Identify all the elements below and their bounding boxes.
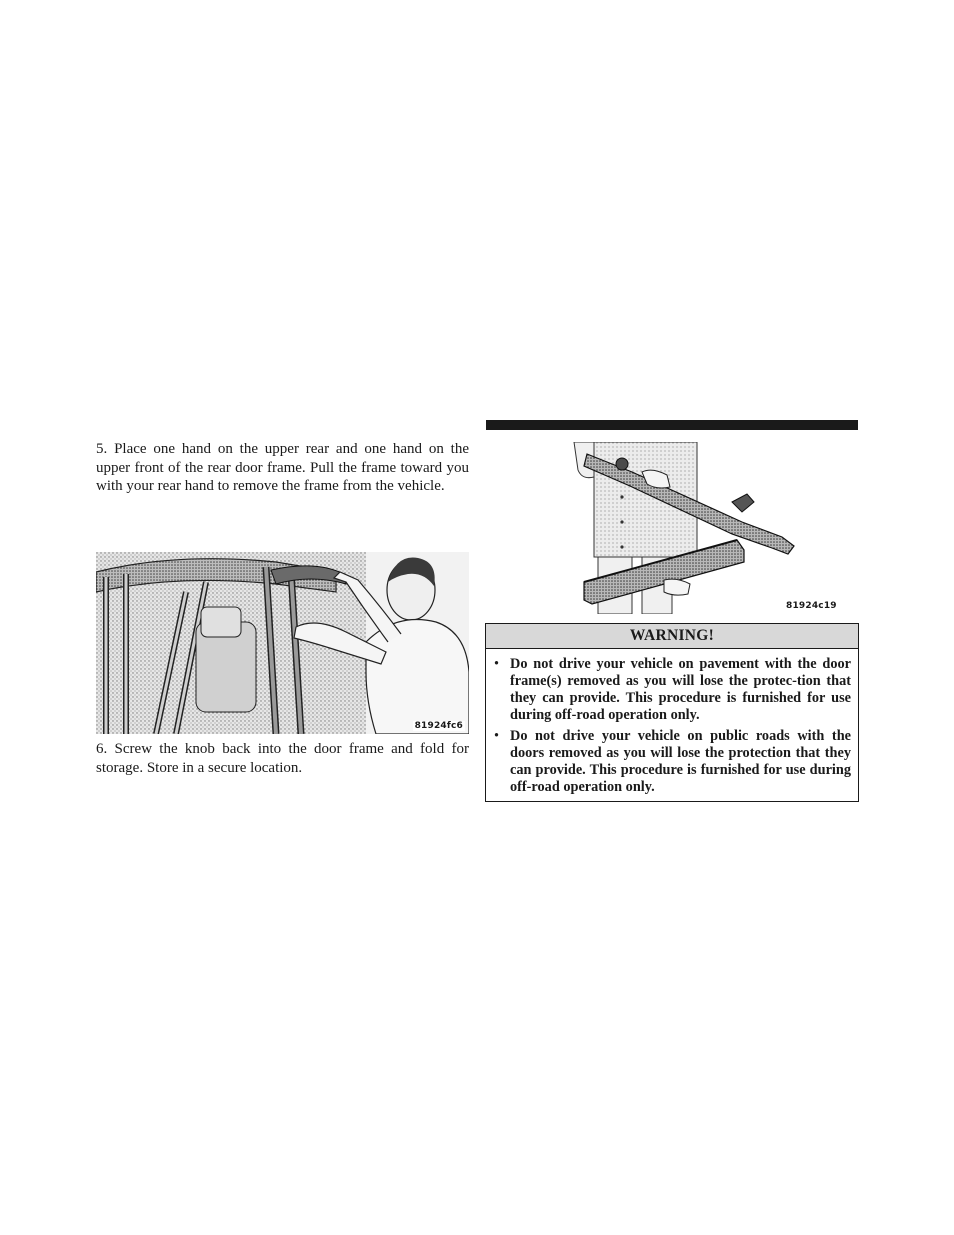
figure-code-right: 81924c19 — [786, 601, 837, 611]
vehicle-roll-cage-drawing — [96, 552, 469, 734]
section-header-bar — [486, 420, 858, 430]
folded-door-frame-illustration — [572, 442, 822, 614]
warning-item: • Do not drive your vehicle on pavement with the door frame(s) removed as you will lose the protec-tion that they can provide. This procedure is furnished for use during off-road operation only. — [510, 656, 851, 724]
warning-item: • Do not drive your vehicle on public roads with the doors removed as you will lose the protection that they can provide. This procedure is furnished for use during off-road operation only. — [510, 728, 851, 796]
rear-door-frame-removal-illustration — [96, 552, 469, 734]
warning-title: WARNING! — [486, 624, 858, 649]
warning-list — [486, 649, 858, 796]
warning-box — [485, 623, 859, 802]
person-holding-door-frame-drawing — [572, 442, 822, 614]
figure-code-left: 81924fc6 — [414, 721, 463, 731]
step-5-text: 5. Place one hand on the upper rear and one hand on the upper front of the rear door frame. Pull the frame toward you with your rear hand to remove the frame from the vehicle. — [96, 441, 469, 494]
step-6-text: 6. Screw the knob back into the door frame and fold for storage. Store in a secure location. — [96, 741, 469, 776]
